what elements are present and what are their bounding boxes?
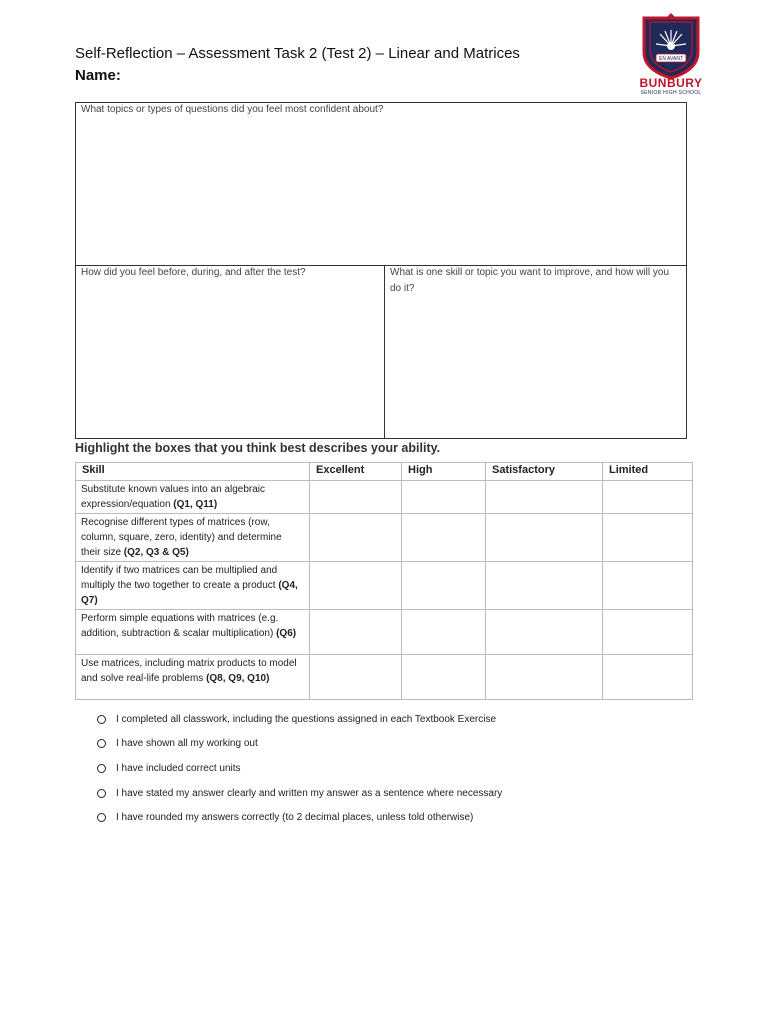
rating-cell-excellent[interactable] <box>310 481 402 514</box>
skill-text: Perform simple equations with matrices (e.g. addition, subtraction & scalar multiplication) <box>81 613 279 639</box>
name-label: Name: <box>75 67 121 84</box>
rating-cell-high[interactable] <box>402 514 486 562</box>
rating-cell-limited[interactable] <box>603 655 693 700</box>
table-header-row <box>76 463 693 481</box>
rating-cell-excellent[interactable] <box>310 514 402 562</box>
skill-text: Identify if two matrices can be multiplied and multiply the two together to create a product <box>81 565 279 591</box>
reflection-box-confident[interactable] <box>75 102 687 266</box>
column-header-limited: Limited <box>603 463 693 481</box>
rating-cell-high[interactable] <box>402 481 486 514</box>
skill-cell <box>76 610 310 655</box>
rating-cell-limited[interactable] <box>603 610 693 655</box>
table-row <box>76 562 693 610</box>
checklist-label: I completed all classwork, including the questions assigned in each Textbook Exercise <box>116 713 497 725</box>
rating-cell-satisfactory[interactable] <box>486 562 603 610</box>
column-header-satisfactory: Satisfactory <box>486 463 603 481</box>
column-header-skill: Skill <box>76 463 310 481</box>
question-reference: (Q8, Q9, Q10) <box>206 673 270 684</box>
column-header-excellent: Excellent <box>310 463 402 481</box>
skill-cell <box>76 655 310 700</box>
question-reference: (Q4, Q7) <box>81 580 298 606</box>
checklist-item <box>97 781 502 806</box>
skill-cell <box>76 514 310 562</box>
checklist-item <box>97 805 502 830</box>
rating-cell-high[interactable] <box>402 610 486 655</box>
rating-cell-excellent[interactable] <box>310 655 402 700</box>
self-check-list <box>97 707 502 830</box>
radio-button[interactable] <box>97 715 106 724</box>
rating-cell-excellent[interactable] <box>310 562 402 610</box>
radio-button[interactable] <box>97 789 106 798</box>
rating-cell-limited[interactable] <box>603 514 693 562</box>
reflection-box-feelings[interactable] <box>75 265 385 439</box>
radio-button[interactable] <box>97 764 106 773</box>
radio-button[interactable] <box>97 739 106 748</box>
column-header-high: High <box>402 463 486 481</box>
radio-button[interactable] <box>97 813 106 822</box>
checklist-item <box>97 707 502 732</box>
table-row <box>76 481 693 514</box>
rating-cell-satisfactory[interactable] <box>486 610 603 655</box>
reflection-question-confident: What topics or types of questions did you feel most confident about? <box>81 104 384 115</box>
rating-cell-satisfactory[interactable] <box>486 514 603 562</box>
skills-rubric-table <box>75 462 693 700</box>
rating-cell-high[interactable] <box>402 655 486 700</box>
skill-text: Substitute known values into an algebraic expression/equation <box>81 484 266 510</box>
reflection-question-feelings: How did you feel before, during, and after the test? <box>81 267 306 278</box>
table-row <box>76 655 693 700</box>
reflection-question-improve: What is one skill or topic you want to improve, and how will you do it? <box>390 267 670 294</box>
rubric-heading: Highlight the boxes that you think best describes your ability. <box>75 441 441 455</box>
rating-cell-excellent[interactable] <box>310 610 402 655</box>
rating-cell-satisfactory[interactable] <box>486 481 603 514</box>
question-reference: (Q2, Q3 & Q5) <box>123 547 189 558</box>
skill-cell <box>76 481 310 514</box>
checklist-label: I have shown all my working out <box>116 738 258 750</box>
rating-cell-satisfactory[interactable] <box>486 655 603 700</box>
checklist-label: I have stated my answer clearly and written my answer as a sentence where necessary <box>116 787 503 799</box>
rating-cell-limited[interactable] <box>603 481 693 514</box>
logo-school-name: BUNBURY <box>639 76 703 90</box>
skill-text: Use matrices, including matrix products to model and solve real-life problems <box>81 658 297 684</box>
checklist-item <box>97 756 502 781</box>
rating-cell-high[interactable] <box>402 562 486 610</box>
logo-subtitle: SENIOR HIGH SCHOOL <box>640 90 702 96</box>
checklist-item <box>97 732 502 757</box>
skill-cell <box>76 562 310 610</box>
table-row <box>76 514 693 562</box>
checklist-label: I have included correct units <box>116 762 241 774</box>
rating-cell-limited[interactable] <box>603 562 693 610</box>
question-reference: (Q6) <box>276 628 297 639</box>
page-title: Self-Reflection – Assessment Task 2 (Test 2) – Linear and Matrices <box>75 45 520 62</box>
logo-motto: EN AVANT <box>659 56 683 63</box>
question-reference: (Q1, Q11) <box>173 499 218 510</box>
skill-text: Recognise different types of matrices (row, column, square, zero, identity) and determine their size <box>81 517 282 558</box>
table-row <box>76 610 693 655</box>
checklist-label: I have rounded my answers correctly (to 2 decimal places, unless told otherwise) <box>116 812 474 824</box>
